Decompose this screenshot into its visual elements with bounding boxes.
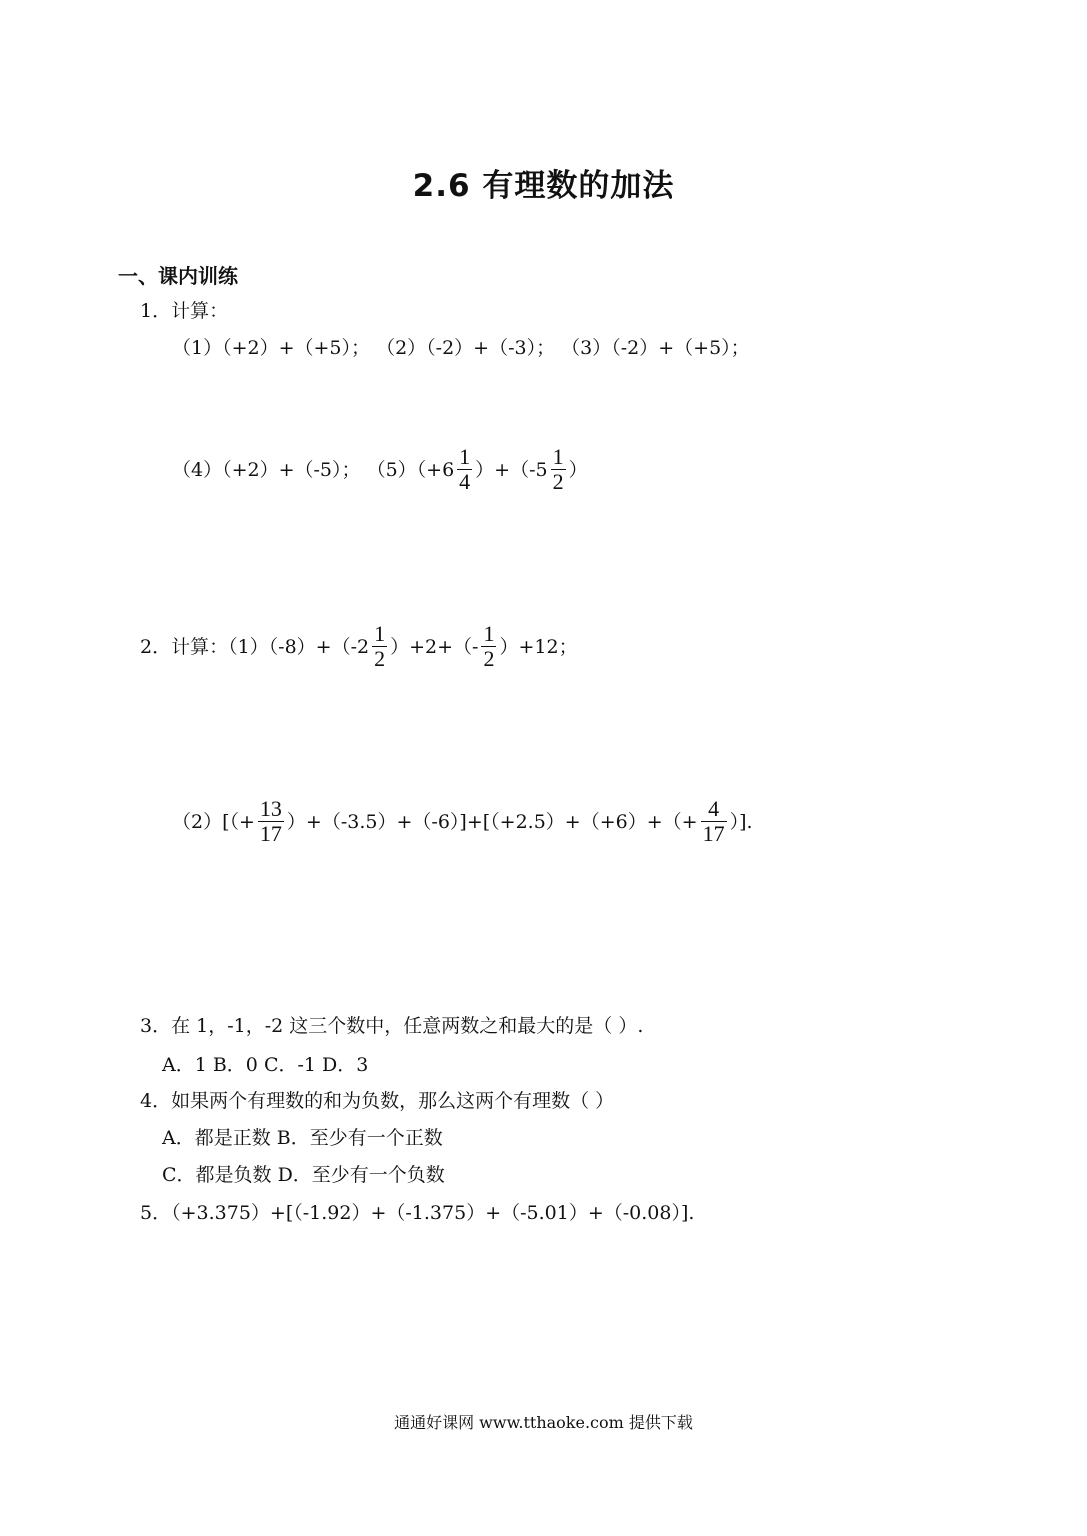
fraction-denominator: 2 [374, 646, 386, 671]
fraction-numerator: 1 [552, 444, 564, 469]
q1-line1: （1）（+2）+（+5）； （2）（-2）+（-3）； （3）（-2）+（+5）； [172, 337, 750, 359]
q2-part1-text-a: 2．计算：（1）（-8）+（-2 [140, 635, 370, 658]
q2-part2-text-c: ）]. [729, 810, 753, 833]
q3-options: A．1 B．0 C．-1 D．3 [162, 1054, 369, 1076]
fraction [481, 622, 496, 671]
q2-part2-text-b: ）+（-3.5）+（-6）]+[（+2.5）+（+6）+（+ [286, 810, 698, 833]
q4-options-line2: C．都是负数 D．至少有一个负数 [162, 1164, 445, 1186]
page-title: 2.6 有理数的加法 [412, 168, 675, 204]
section-heading: 一、课内训练 [118, 264, 238, 288]
fraction-denominator: 2 [552, 469, 564, 494]
fraction-denominator: 17 [702, 821, 725, 846]
q1-line2-text-c: ） [568, 458, 588, 481]
q1-label: 1．计算： [140, 300, 229, 322]
q2-part1-text-b: ）+2+（- [390, 635, 479, 658]
q4-stem: 4．如果两个有理数的和为负数，那么这两个有理数（ ） [140, 1090, 615, 1112]
q2-part1 [140, 622, 578, 671]
q2-part2-text-a: （2）[（+ [172, 810, 255, 833]
q1-line2-text-a: （4）（+2）+（-5）； （5）（+6 [172, 458, 455, 481]
fraction-numerator: 1 [459, 444, 471, 469]
fraction [258, 797, 284, 846]
fraction-numerator: 13 [259, 796, 282, 821]
fraction [551, 445, 566, 494]
fraction-denominator: 2 [483, 646, 495, 671]
fraction [372, 622, 387, 671]
q2-part2 [172, 797, 753, 846]
footer-credit: 通通好课网 www.tthaoke.com 提供下载 [394, 1413, 693, 1432]
q4-options-line1: A．都是正数 B．至少有一个正数 [162, 1127, 443, 1149]
fraction [701, 797, 727, 846]
fraction-denominator: 17 [259, 821, 282, 846]
q1-line2-text-b: ）+（-5 [475, 458, 548, 481]
q3-stem: 3．在 1，-1，-2 这三个数中，任意两数之和最大的是（ ）. [140, 1015, 644, 1037]
q1-line2 [172, 445, 588, 494]
fraction-numerator: 1 [483, 621, 495, 646]
fraction-numerator: 1 [374, 621, 386, 646]
q5-stem: 5．（+3.375）+[（-1.92）+（-1.375）+（-5.01）+（-0.08）]. [140, 1202, 695, 1224]
fraction [457, 445, 472, 494]
fraction-numerator: 4 [708, 796, 720, 821]
q2-part1-text-c: ）+12； [499, 635, 578, 658]
fraction-denominator: 4 [459, 469, 471, 494]
